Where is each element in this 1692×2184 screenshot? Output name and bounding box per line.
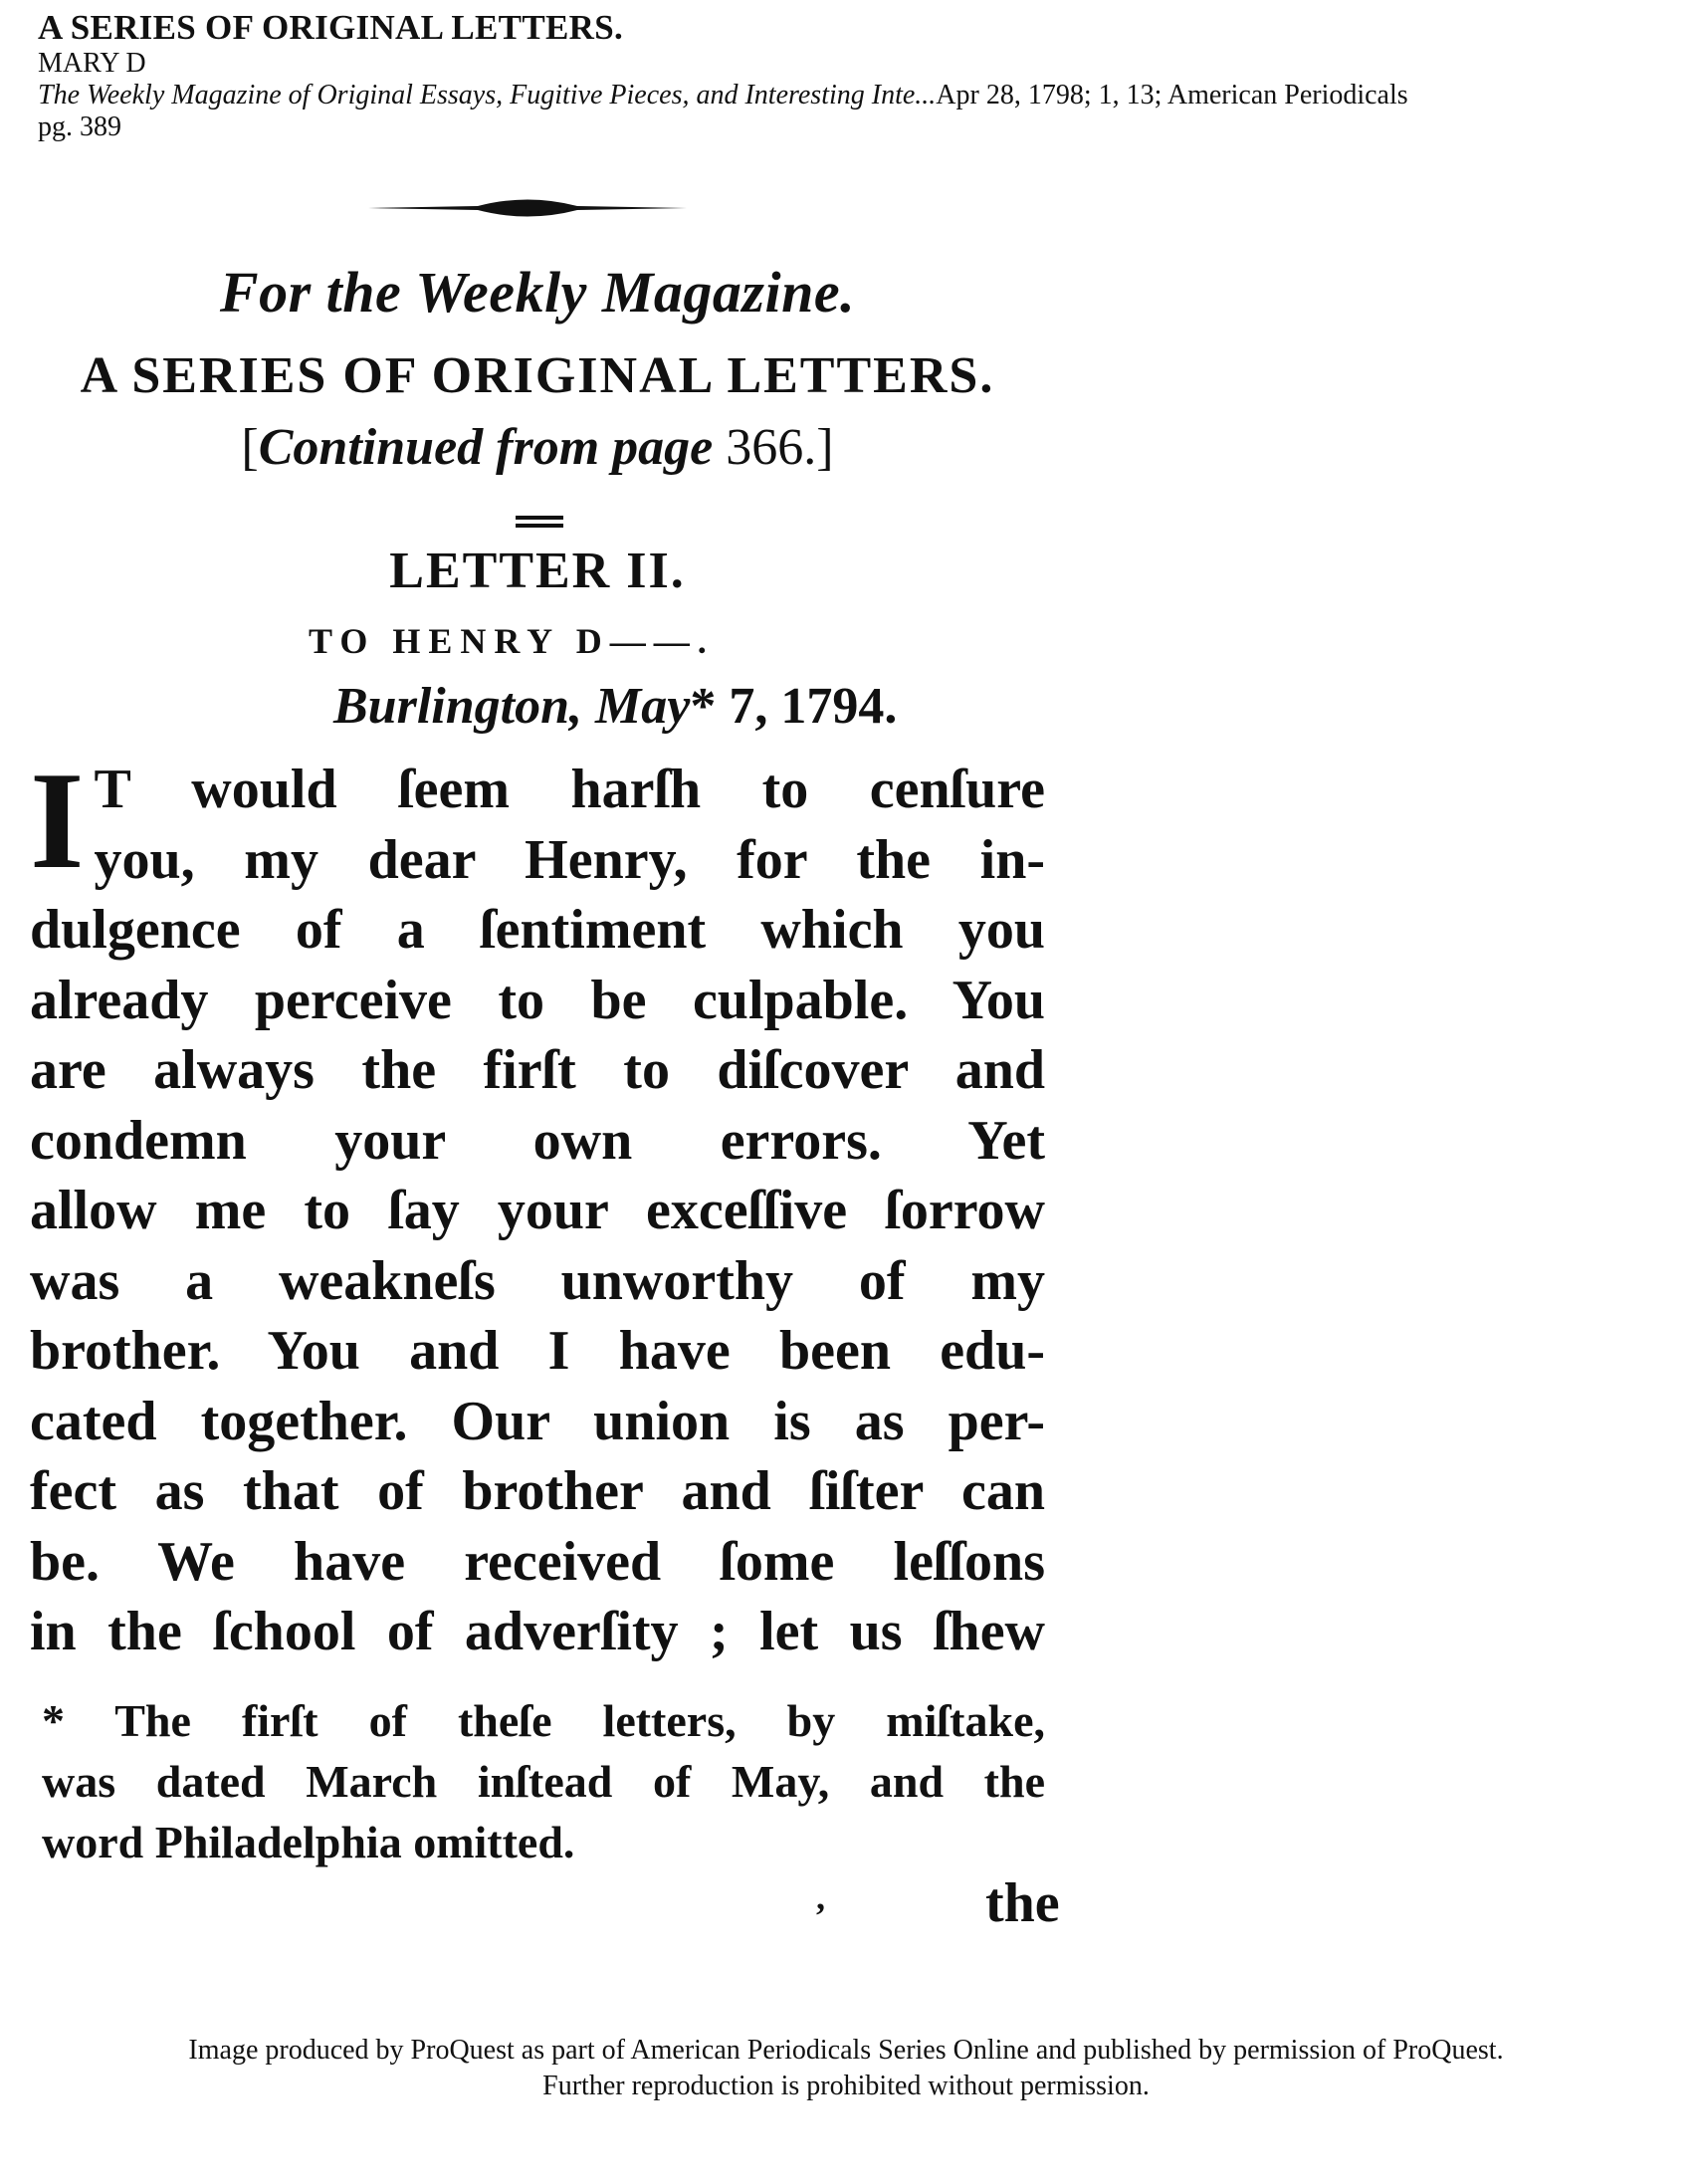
ornament-divider — [368, 195, 687, 221]
continued-page: 366.] — [713, 419, 834, 476]
body-line: you, my dear Henry, for the in- — [94, 828, 1045, 891]
footnote — [42, 1690, 1045, 1872]
citation-page: pg. 389 — [38, 111, 121, 142]
credit-line-2: Further reproduction is prohibited without permission. — [542, 2071, 1150, 2101]
article-title: A SERIES OF ORIGINAL LETTERS. — [80, 347, 995, 404]
body-line: are always the firſt to diſcover and — [30, 1039, 1045, 1101]
body-line: allow me to ſay your exceſſive ſorrow — [30, 1180, 1045, 1241]
body-line: was a weakneſs unworthy of my — [30, 1249, 1045, 1312]
body-line: in the ſchool of adverſity ; let us ſhew — [30, 1601, 1045, 1662]
body-line: T would ſeem harſh to cenſure — [94, 759, 1045, 820]
body-line: fect as that of brother and ſiſter can — [30, 1460, 1045, 1522]
body-line: brother. You and I have been edu- — [30, 1320, 1045, 1382]
body-line: cated together. Our union is as per- — [30, 1390, 1045, 1452]
footnote-line: * The firſt of theſe letters, by miſtake, — [42, 1695, 1045, 1746]
citation-details: Apr 28, 1798; 1, 13; American Periodicals — [936, 80, 1408, 110]
footnote-line: was dated March inſtead of May, and the — [42, 1756, 1045, 1807]
body-line: dulgence of a ſentiment which you — [30, 899, 1045, 961]
footnote-line: word Philadelphia omitted. — [42, 1817, 575, 1867]
citation-title: A SERIES OF ORIGINAL LETTERS. — [38, 8, 624, 47]
letter-number: LETTER II. — [389, 543, 686, 599]
drop-cap: I — [30, 744, 85, 898]
dateline — [333, 677, 897, 736]
citation-journal: The Weekly Magazine of Original Essays, Fugitive Pieces, and Interesting Inte... — [38, 80, 937, 110]
continued-text: Continued from page — [258, 419, 714, 476]
proquest-credit — [0, 2033, 1692, 2104]
stray-mark: , — [816, 1877, 825, 1917]
continued-note — [30, 418, 1045, 477]
recipient: TO HENRY D——. — [309, 621, 715, 661]
dateline-place: Burlington, May — [333, 678, 691, 735]
letter-body — [30, 744, 1045, 1667]
dateline-date: * 7, 1794. — [690, 678, 898, 735]
body-line: condemn your own errors. Yet — [30, 1109, 1045, 1172]
double-rule — [516, 514, 563, 530]
continued-bracket: [ — [241, 419, 259, 476]
citation-header — [38, 8, 1670, 143]
masthead: For the Weekly Magazine. — [219, 260, 856, 325]
catchword: the — [985, 1872, 1060, 1934]
credit-line-1: Image produced by ProQuest as part of American Periodicals Series Online and published by permission of ProQuest. — [188, 2035, 1504, 2066]
body-line: already perceive to be culpable. You — [30, 969, 1045, 1031]
citation-source — [38, 80, 1670, 111]
citation-author: MARY D — [38, 48, 146, 79]
body-line: be. We have received ſome leſſons — [30, 1530, 1045, 1593]
